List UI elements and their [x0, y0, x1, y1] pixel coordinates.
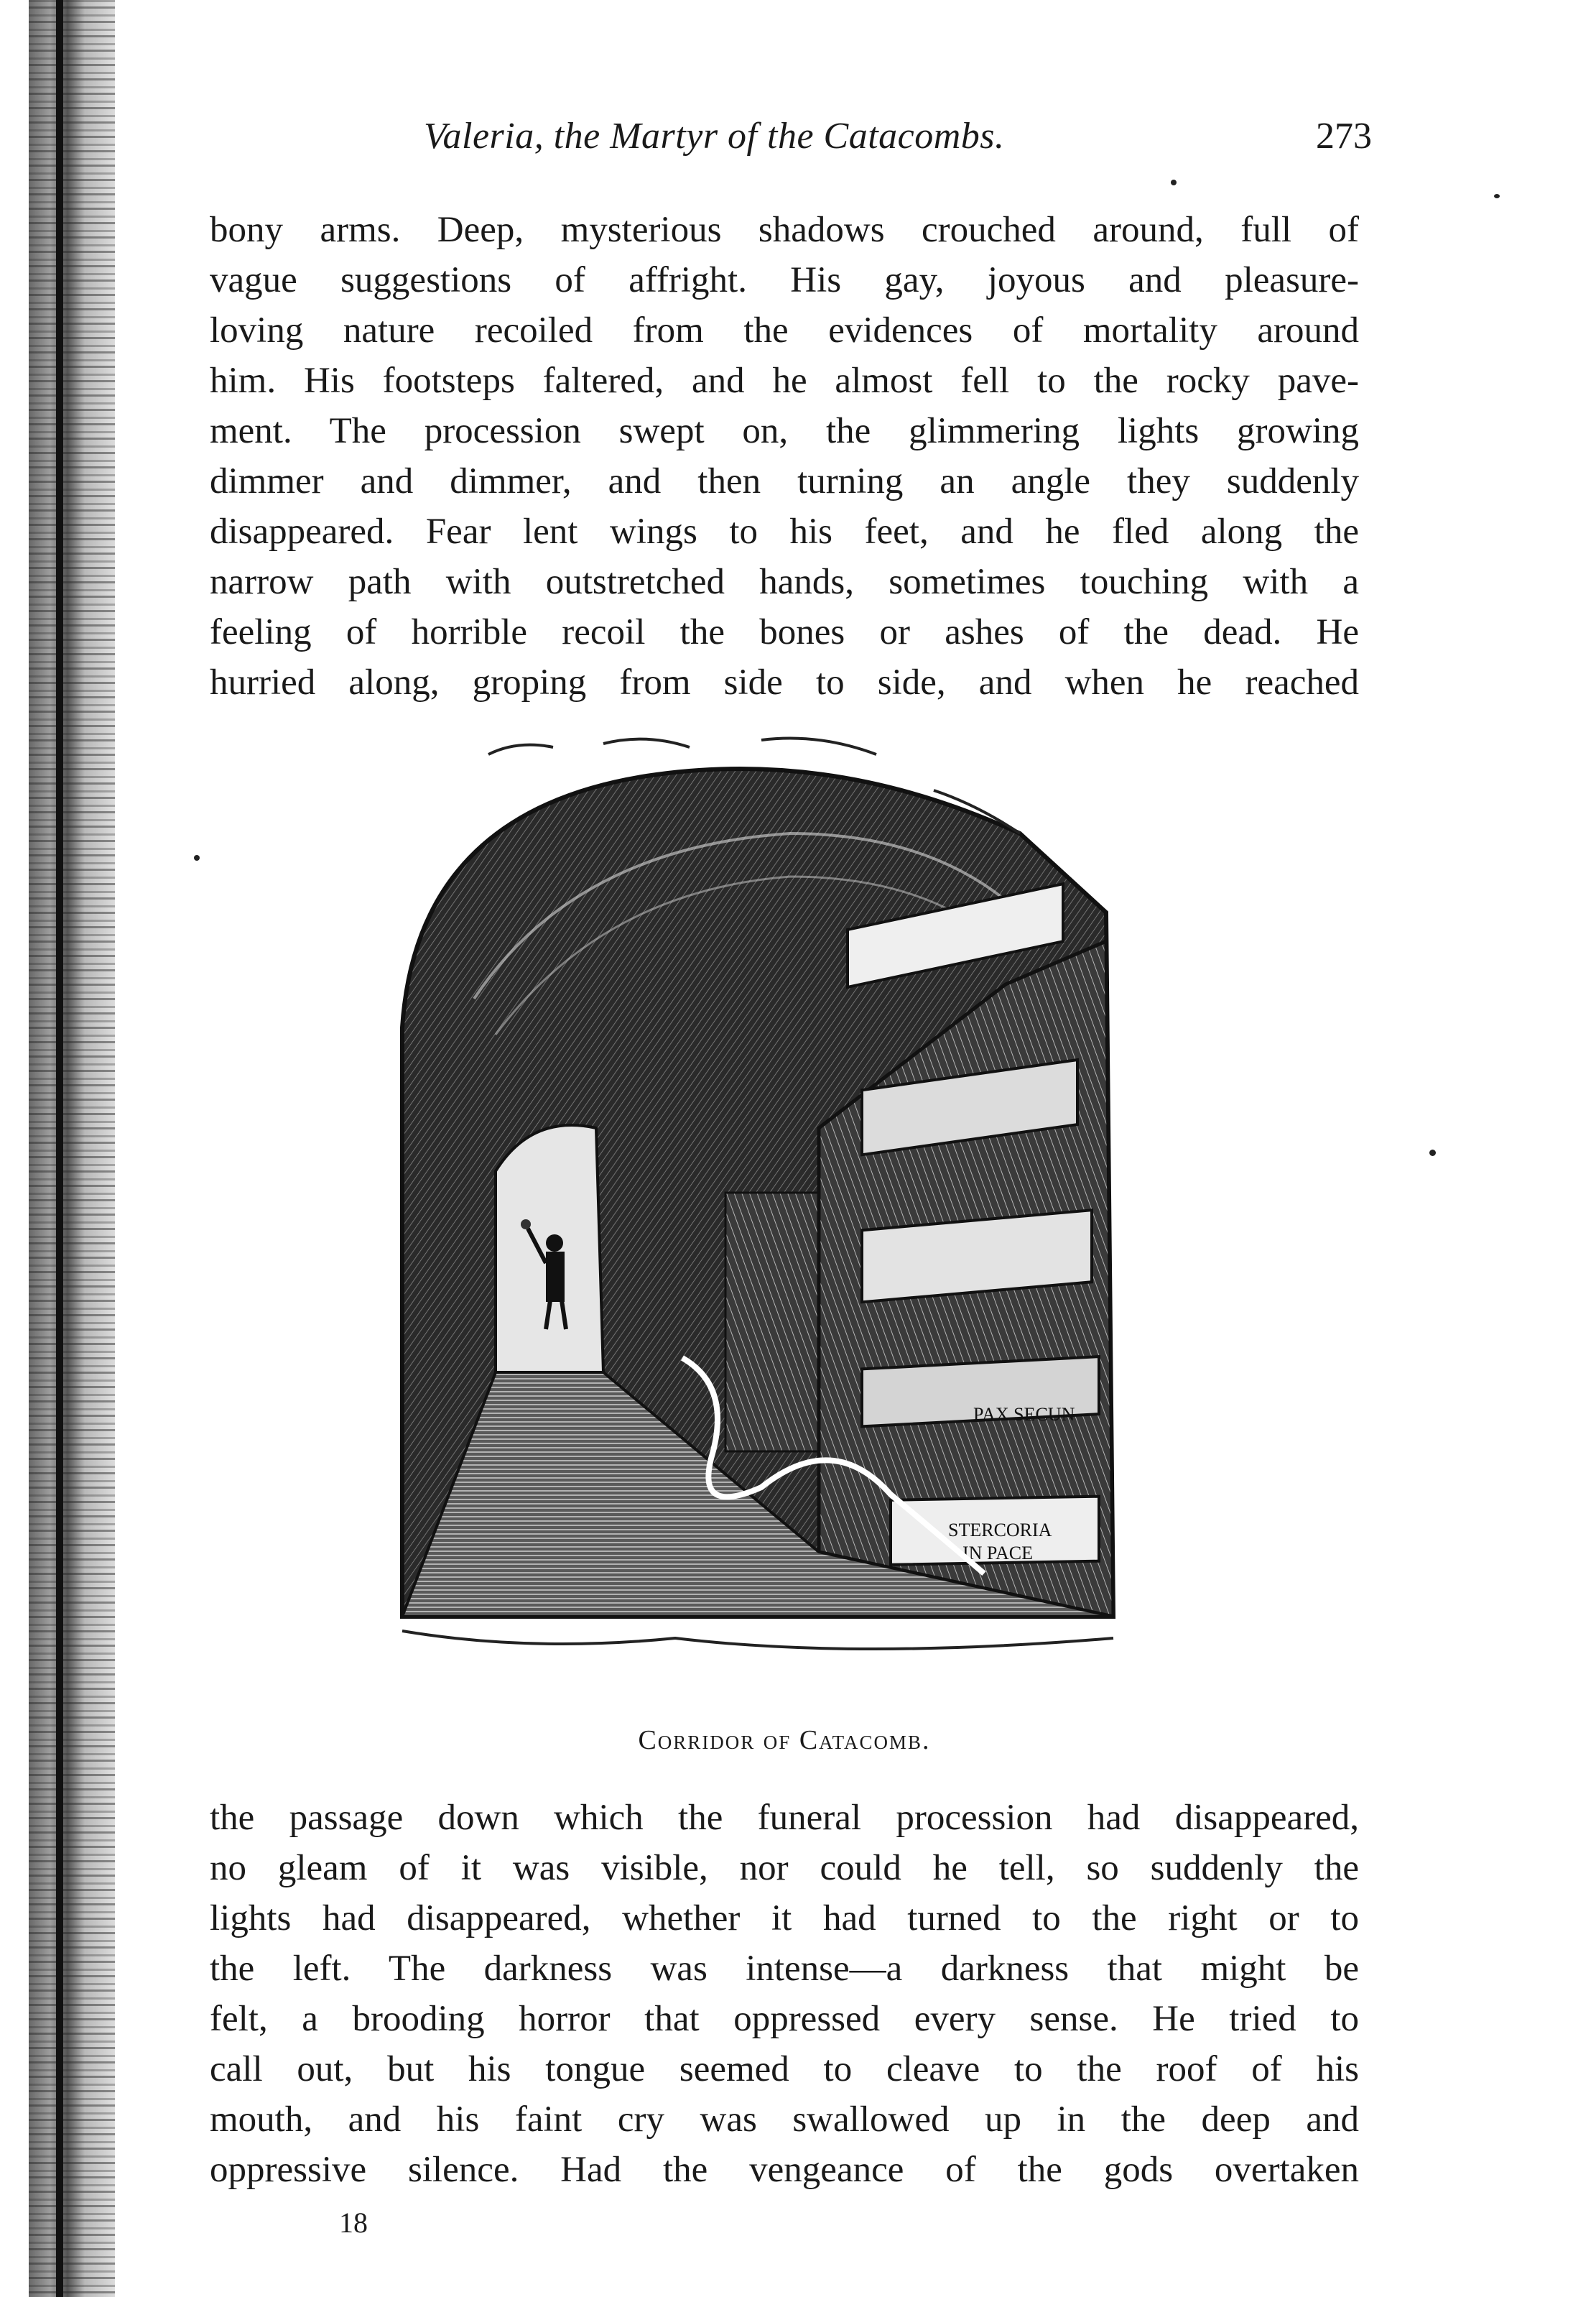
text-line: feeling of horrible recoil the bones or ashes of the dead. He	[210, 612, 1359, 652]
text-line: the passage down which the funeral procession had disappeared,	[210, 1798, 1359, 1838]
paragraph-bottom	[210, 1793, 1359, 2195]
text-line: call out, but his tongue seemed to cleave to the roof of his	[210, 2049, 1359, 2089]
text-line: disappeared. Fear lent wings to his feet, and he fled along the	[210, 512, 1359, 552]
text-line: mouth, and his faint cry was swallowed up in the deep and	[210, 2099, 1359, 2140]
catacomb-engraving	[388, 726, 1171, 1688]
binding-shadow-line	[56, 0, 63, 2297]
figure-caption: Corridor of Catacomb.	[638, 1725, 931, 1755]
inscription-in-pace: IN PACE	[962, 1543, 1034, 1563]
page-header	[208, 115, 1372, 172]
text-line: the left. The darkness was intense—a darkness that might be	[210, 1949, 1359, 1989]
text-line: bony arms. Deep, mysterious shadows crouched around, full of	[210, 210, 1359, 250]
text-line: dimmer and dimmer, and then turning an angle they suddenly	[210, 461, 1359, 502]
scan-speck	[1171, 180, 1177, 185]
catacomb-illustration	[388, 726, 1171, 1688]
running-title: Valeria, the Martyr of the Catacombs.	[424, 116, 1005, 157]
text-line: felt, a brooding horror that oppressed every sense. He tried to	[210, 1999, 1359, 2039]
scan-speck	[1494, 194, 1500, 198]
inscription-stercoria: STERCORIA	[948, 1520, 1052, 1540]
text-line: vague suggestions of affright. His gay, joyous and pleasure-	[210, 260, 1359, 300]
text-line: ment. The procession swept on, the glimmering lights growing	[210, 411, 1359, 451]
text-line: lights had disappeared, whether it had turned to the right or to	[210, 1898, 1359, 1938]
signature-mark: 18	[339, 2206, 368, 2239]
text-line: oppressive silence. Had the vengeance of the gods overtaken	[210, 2150, 1359, 2190]
text-line: no gleam of it was visible, nor could he tell, so suddenly the	[210, 1848, 1359, 1888]
scan-speck	[194, 855, 200, 861]
paragraph-top	[210, 205, 1359, 708]
text-line: loving nature recoiled from the evidences of mortality around	[210, 310, 1359, 351]
text-line: him. His footsteps faltered, and he almost fell to the rocky pave-	[210, 361, 1359, 401]
text-line: hurried along, groping from side to side, and when he reached	[210, 662, 1359, 703]
text-line: narrow path with outstretched hands, sometimes touching with a	[210, 562, 1359, 602]
scan-speck	[1429, 1150, 1436, 1156]
page-number: 273	[1316, 116, 1372, 157]
page-binding-edge	[29, 0, 115, 2297]
inscription-pax: PAX SECUN	[973, 1404, 1075, 1425]
